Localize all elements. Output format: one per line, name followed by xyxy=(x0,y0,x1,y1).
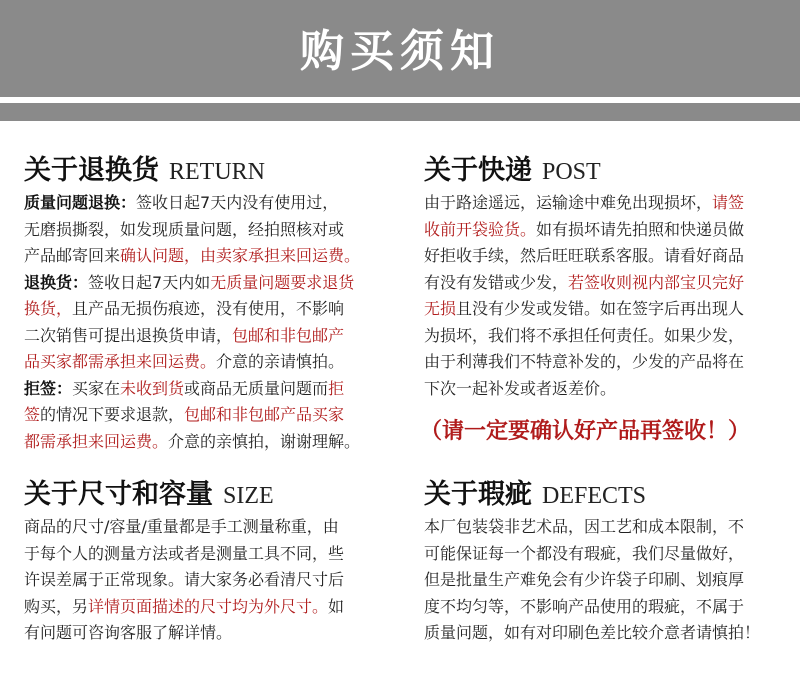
text-span: 可能保证每一个都没有瑕疵，我们尽量做好， xyxy=(424,543,745,563)
quality-return-label: 质量问题退换： xyxy=(24,193,137,212)
defects-heading-cn: 关于瑕疵 xyxy=(424,479,532,510)
text-span: 好拒收手续，然后旺旺联系客服。请看好商品 xyxy=(424,246,745,265)
highlight-span: 都需承担来回运费。 xyxy=(24,431,169,451)
defects-heading-en: DEFECTS xyxy=(542,483,647,509)
post-heading xyxy=(424,152,796,190)
text-span: 如有损坏请先拍照和快递员做 xyxy=(536,219,745,239)
defects-line-4 xyxy=(424,594,796,621)
text-span: 于每个人的测量方法或者是测量工具不同，些 xyxy=(24,543,345,563)
text-span: 但是批量生产难免会有少许袋子印刷、划痕厚 xyxy=(424,570,745,589)
text-span: 质量问题，如有对印刷色差比较介意者请慎拍！ xyxy=(424,623,761,642)
return-line-4 xyxy=(24,270,396,297)
defects-body xyxy=(424,514,796,647)
confirm-notice: （请一定要确认好产品再签收！） xyxy=(420,419,751,444)
exchange-label: 退换货： xyxy=(24,272,89,292)
highlight-span: 详情页面描述的尺寸均为外尺寸。 xyxy=(88,596,329,616)
post-heading-en: POST xyxy=(542,159,601,185)
post-body xyxy=(424,190,796,402)
return-line-1 xyxy=(24,190,396,217)
text-span: 买家在 xyxy=(72,378,121,398)
size-section xyxy=(24,476,396,647)
highlight-span: 包邮和非包邮产 xyxy=(232,325,345,345)
text-span: 许误差属于正常现象。请大家务必看清尺寸后 xyxy=(24,570,345,589)
return-section xyxy=(24,152,396,455)
return-line-8 xyxy=(24,376,396,403)
text-span: 且产品无损伤痕迹，没有使用，不影响 xyxy=(72,299,345,318)
return-heading-cn: 关于退换货 xyxy=(24,155,159,186)
size-line-5 xyxy=(24,620,396,647)
defects-line-3 xyxy=(424,567,796,594)
size-heading-cn: 关于尺寸和容量 xyxy=(24,479,213,510)
text-span: 介意的亲请慎拍。 xyxy=(216,352,345,371)
size-heading xyxy=(24,476,396,514)
return-line-5 xyxy=(24,296,396,323)
size-heading-en: SIZE xyxy=(223,483,274,509)
return-line-7 xyxy=(24,349,396,376)
post-line-7 xyxy=(424,349,796,376)
text-span: 度不均匀等，不影响产品使用的瑕疵，不属于 xyxy=(424,596,745,616)
highlight-span: 收前开袋验货。 xyxy=(424,219,537,239)
text-span: 为损坏，我们将不承担任何责任。如果少发， xyxy=(424,325,745,345)
highlight-span: 换货， xyxy=(24,299,73,318)
highlight-span: 若签收则视内部宝贝完好 xyxy=(568,272,745,292)
highlight-span: 签 xyxy=(24,405,41,424)
post-line-2 xyxy=(424,217,796,244)
highlight-span: 确认问题，由卖家承担来回运费。 xyxy=(120,246,361,265)
size-body xyxy=(24,514,396,647)
text-span: 购买，另 xyxy=(24,596,89,616)
text-span: 或商品无质量问题而 xyxy=(184,378,329,398)
highlight-span: 请签 xyxy=(712,193,745,212)
highlight-span: 包邮和非包邮产品买家 xyxy=(184,405,345,424)
text-span: 签收日起7天内没有使用过， xyxy=(136,193,339,212)
post-section xyxy=(424,152,796,402)
defects-line-5 xyxy=(424,620,796,647)
post-line-1 xyxy=(424,190,796,217)
text-span: 有没有发错或少发， xyxy=(424,272,569,292)
post-heading-cn: 关于快递 xyxy=(424,155,532,186)
text-span: 商品的尺寸/容量/重量都是手工测量称重，由 xyxy=(24,517,339,536)
text-span: 由于利薄我们不特意补发的，少发的产品将在 xyxy=(424,352,745,371)
post-line-3 xyxy=(424,243,796,270)
page-title: 购买须知 xyxy=(300,26,500,77)
return-body xyxy=(24,190,396,455)
text-span: 下次一起补发或者返差价。 xyxy=(424,378,617,398)
refuse-label: 拒签： xyxy=(24,378,73,398)
text-span: 且没有少发或发错。如在签字后再出现人 xyxy=(456,299,745,318)
size-line-1 xyxy=(24,514,396,541)
defects-line-2 xyxy=(424,541,796,568)
size-line-4 xyxy=(24,594,396,621)
post-line-5 xyxy=(424,296,796,323)
text-span: 签收日起7天内如 xyxy=(88,272,211,292)
text-span: 本厂包装袋非艺术品，因工艺和成本限制，不 xyxy=(424,517,745,536)
text-span: 如 xyxy=(328,596,345,616)
text-span: 由于路途遥远，运输途中难免出现损坏， xyxy=(424,193,713,212)
highlight-span: 未收到货 xyxy=(120,378,185,398)
return-line-3 xyxy=(24,243,396,270)
highlight-span: 拒 xyxy=(328,378,345,398)
text-span: 介意的亲慎拍，谢谢理解。 xyxy=(168,431,361,451)
header-banner xyxy=(0,0,800,121)
post-line-8 xyxy=(424,376,796,403)
highlight-span: 无损 xyxy=(424,299,457,318)
post-line-6 xyxy=(424,323,796,350)
text-span: 无磨损撕裂，如发现质量问题，经拍照核对或 xyxy=(24,219,345,239)
highlight-span: 无质量问题要求退货 xyxy=(210,272,355,292)
return-line-6 xyxy=(24,323,396,350)
return-line-2 xyxy=(24,217,396,244)
banner-divider xyxy=(0,97,800,103)
defects-line-1 xyxy=(424,514,796,541)
text-span: 产品邮寄回来 xyxy=(24,246,121,265)
text-span: 的情况下要求退款， xyxy=(40,405,185,424)
return-line-10 xyxy=(24,429,396,456)
post-line-4 xyxy=(424,270,796,297)
text-span: 二次销售可提出退换货申请， xyxy=(24,325,233,345)
highlight-span: 品买家都需承担来回运费。 xyxy=(24,352,217,371)
return-heading xyxy=(24,152,396,190)
size-line-2 xyxy=(24,541,396,568)
text-span: 有问题可咨询客服了解详情。 xyxy=(24,623,233,642)
size-line-3 xyxy=(24,567,396,594)
defects-heading xyxy=(424,476,796,514)
defects-section xyxy=(424,476,796,647)
return-line-9 xyxy=(24,402,396,429)
return-heading-en: RETURN xyxy=(169,159,265,185)
